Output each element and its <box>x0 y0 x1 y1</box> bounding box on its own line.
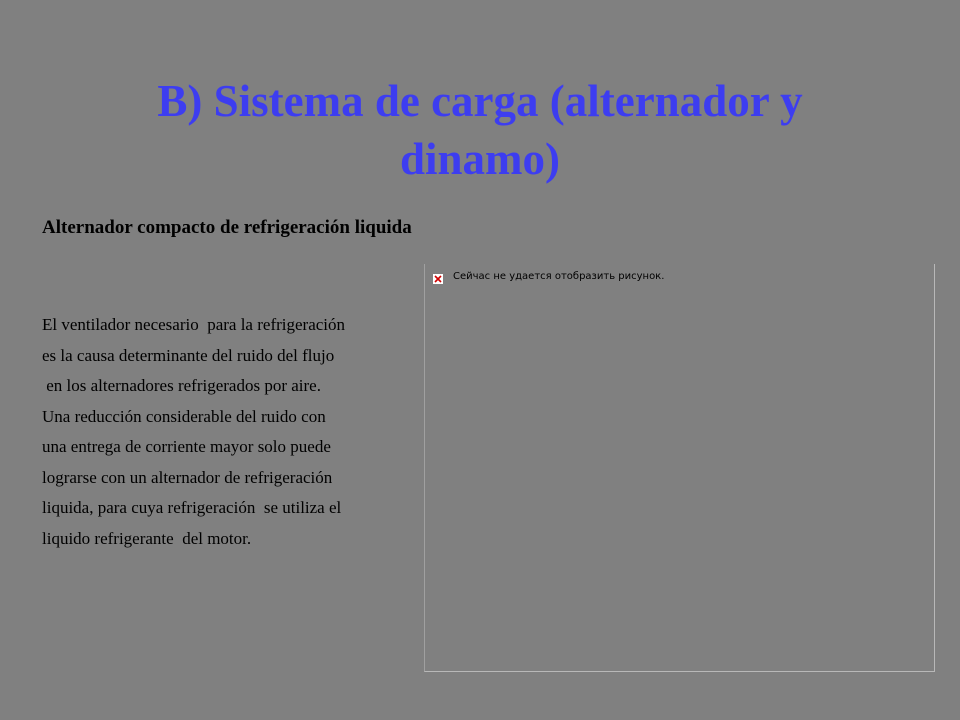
body-line: El ventilador necesario para la refrigeración <box>42 315 346 334</box>
body-line: liquida, para cuya refrigeración se utiliza el <box>42 498 342 517</box>
image-placeholder <box>424 264 935 672</box>
slide-title: B) Sistema de carga (alternador y dinamo) <box>157 76 803 184</box>
body-line: es la causa determinante del ruido del flujo <box>42 345 335 365</box>
body-line: una entrega de corriente mayor solo puede <box>42 437 331 456</box>
body-line: Una reducción considerable del ruido con <box>42 406 326 426</box>
body-line: en los alternadores refrigerados por aire. <box>42 376 321 395</box>
broken-image-icon <box>432 272 444 284</box>
body-line: liquido refrigerante del motor. <box>42 528 252 548</box>
image-placeholder-message: Сейчас не удается отобразить рисунок. <box>453 271 665 282</box>
slide-subtitle: Alternador compacto de refrigeración liquida <box>42 217 412 238</box>
body-line: lograrse con un alternador de refrigeración <box>42 467 333 487</box>
body-text <box>42 310 422 554</box>
